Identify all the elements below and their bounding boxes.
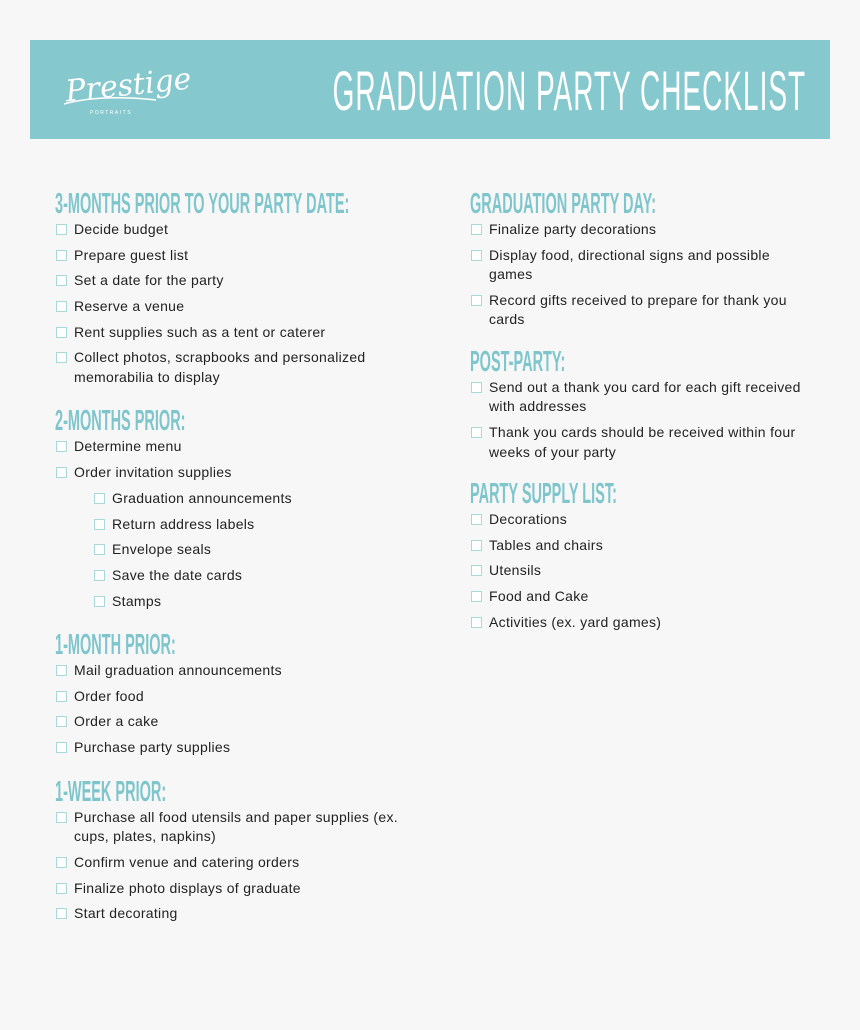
section-heading bbox=[470, 478, 810, 510]
checklist-item-label: Reserve a venue bbox=[74, 298, 185, 315]
checklist-item bbox=[55, 712, 435, 732]
checklist-item-label: Thank you cards should be received within four weeks of your party bbox=[489, 424, 796, 460]
checklist-item-label: Set a date for the party bbox=[74, 272, 224, 289]
section-heading bbox=[55, 405, 435, 437]
section-heading bbox=[55, 776, 435, 808]
checkbox[interactable] bbox=[56, 327, 67, 338]
checklist-item-label: Purchase all food utensils and paper supplies (ex. cups, plates, napkins) bbox=[74, 808, 398, 845]
checklist-item bbox=[470, 587, 810, 607]
checklist-item-label: Utensils bbox=[489, 562, 542, 579]
checkbox[interactable] bbox=[471, 514, 482, 525]
checkbox[interactable] bbox=[471, 250, 482, 261]
checkbox[interactable] bbox=[471, 295, 482, 306]
checkbox[interactable] bbox=[56, 857, 67, 868]
checklist bbox=[55, 220, 435, 387]
prestige-logo bbox=[60, 54, 194, 126]
checkbox[interactable] bbox=[94, 544, 105, 555]
section-heading-text: POST-PARTY: bbox=[470, 345, 566, 378]
checklist bbox=[55, 661, 435, 758]
checklist-item bbox=[55, 437, 435, 457]
checklist-item bbox=[470, 423, 810, 462]
checklist-item bbox=[55, 879, 435, 899]
checkbox[interactable] bbox=[94, 519, 105, 530]
checkbox[interactable] bbox=[94, 596, 105, 607]
checkbox[interactable] bbox=[471, 591, 482, 602]
checklist-item bbox=[55, 738, 435, 758]
checklist bbox=[470, 220, 810, 330]
checklist-item-label: Envelope seals bbox=[112, 541, 212, 558]
checkbox[interactable] bbox=[56, 908, 67, 919]
checkbox[interactable] bbox=[56, 441, 67, 452]
checklist bbox=[55, 437, 435, 611]
checkbox[interactable] bbox=[56, 275, 67, 286]
section-heading-text: PARTY SUPPLY LIST: bbox=[470, 478, 617, 511]
checklist-item bbox=[93, 540, 435, 560]
checklist-item bbox=[55, 904, 435, 924]
checklist-item-label: Start decorating bbox=[74, 905, 178, 922]
checklist-item-label: Finalize photo displays of graduate bbox=[74, 879, 301, 896]
section-heading-text: GRADUATION PARTY DAY: bbox=[470, 188, 657, 220]
checklist-item-label: Rent supplies such as a tent or caterer bbox=[74, 323, 326, 340]
checklist-item-label: Collect photos, scrapbooks and personalized memorabilia to display bbox=[74, 349, 366, 385]
checklist-item bbox=[55, 853, 435, 873]
checklist-item-label: Finalize party decorations bbox=[489, 221, 657, 237]
checklist-item-label: Order invitation supplies bbox=[74, 464, 232, 481]
svg-text:PORTRAITS: PORTRAITS bbox=[90, 110, 133, 116]
checklist-item-label: Order food bbox=[74, 687, 144, 704]
checklist-item-label: Determine menu bbox=[74, 438, 182, 455]
checklist-item-label: Send out a thank you card for each gift received with addresses bbox=[489, 378, 801, 415]
section-heading bbox=[55, 188, 435, 220]
section-heading-text: 2-MONTHS PRIOR: bbox=[55, 405, 186, 438]
checkbox[interactable] bbox=[56, 352, 67, 363]
checklist-item-label: Confirm venue and catering orders bbox=[74, 853, 300, 870]
checklist-item bbox=[93, 489, 435, 509]
section-2-months-prior bbox=[55, 405, 435, 611]
checklist-item bbox=[55, 687, 435, 707]
checklist-item-label: Order a cake bbox=[74, 713, 159, 730]
checklist-item bbox=[55, 323, 435, 343]
checkbox[interactable] bbox=[56, 224, 67, 235]
checklist-item bbox=[55, 661, 435, 681]
checkbox[interactable] bbox=[471, 617, 482, 628]
checklist-item-label: Prepare guest list bbox=[74, 246, 189, 263]
checklist-item-label: Decorations bbox=[489, 511, 568, 528]
checkbox[interactable] bbox=[56, 716, 67, 727]
section-heading bbox=[55, 629, 435, 661]
checklist-item bbox=[470, 536, 810, 556]
checkbox[interactable] bbox=[56, 301, 67, 312]
checklist-item-label: Display food, directional signs and possible games bbox=[489, 246, 770, 283]
checkbox[interactable] bbox=[471, 382, 482, 393]
section-heading-text: 1-MONTH PRIOR: bbox=[55, 629, 176, 662]
section-3-months-prior-to-your-party-date bbox=[55, 188, 435, 387]
section-post-party bbox=[470, 346, 810, 462]
checkbox[interactable] bbox=[56, 691, 67, 702]
checklist-item bbox=[470, 291, 810, 330]
checklist bbox=[55, 808, 435, 924]
checklist-item bbox=[470, 378, 810, 417]
checkbox[interactable] bbox=[471, 427, 482, 438]
checkbox[interactable] bbox=[56, 250, 67, 261]
section-1-week-prior bbox=[55, 776, 435, 924]
checklist-item bbox=[93, 515, 435, 535]
checkbox[interactable] bbox=[471, 565, 482, 576]
checklist-item-label: Record gifts received to prepare for thank you cards bbox=[489, 291, 787, 328]
section-heading-text: 3-MONTHS PRIOR TO YOUR PARTY DATE: bbox=[55, 188, 350, 220]
checklist-item bbox=[470, 613, 810, 633]
checklist-item bbox=[93, 592, 435, 612]
checklist-item bbox=[55, 348, 435, 387]
section-graduation-party-day bbox=[470, 188, 810, 330]
checklist-item-label: Save the date cards bbox=[112, 566, 243, 583]
checkbox[interactable] bbox=[94, 570, 105, 581]
checklist-item bbox=[470, 510, 810, 530]
checklist-item bbox=[55, 808, 435, 847]
checklist-item bbox=[55, 271, 435, 291]
section-heading bbox=[470, 346, 810, 378]
header-banner bbox=[30, 40, 830, 139]
checklist-item-label: Graduation announcements bbox=[112, 489, 292, 506]
section-heading bbox=[470, 188, 810, 220]
page-title: GRADUATION PARTY CHECKLIST bbox=[332, 59, 806, 122]
checkbox[interactable] bbox=[56, 883, 67, 894]
checkbox[interactable] bbox=[56, 665, 67, 676]
checklist-item-label: Return address labels bbox=[112, 515, 255, 532]
svg-text:Prestige: Prestige bbox=[63, 61, 194, 110]
checklist-item bbox=[55, 220, 435, 240]
checklist-item-label: Mail graduation announcements bbox=[74, 662, 282, 679]
checkbox[interactable] bbox=[56, 467, 67, 478]
section-party-supply-list bbox=[470, 478, 810, 632]
checklist-item-label: Purchase party supplies bbox=[74, 739, 231, 756]
checklist bbox=[470, 378, 810, 462]
checklist bbox=[470, 510, 810, 632]
checklist-item-label: Tables and chairs bbox=[489, 536, 604, 553]
checklist-item bbox=[55, 246, 435, 266]
checkbox[interactable] bbox=[471, 540, 482, 551]
section-1-month-prior bbox=[55, 629, 435, 758]
checklist-item bbox=[93, 566, 435, 586]
checkbox[interactable] bbox=[471, 224, 482, 235]
checklist-item bbox=[55, 297, 435, 317]
checkbox[interactable] bbox=[56, 812, 67, 823]
checklist-item-label: Activities (ex. yard games) bbox=[489, 613, 662, 630]
checklist-item bbox=[55, 463, 435, 483]
checkbox[interactable] bbox=[94, 493, 105, 504]
right-column bbox=[470, 188, 810, 648]
checklist-item bbox=[470, 246, 810, 285]
checklist-item-label: Stamps bbox=[112, 592, 162, 609]
checkbox[interactable] bbox=[56, 742, 67, 753]
left-column bbox=[55, 188, 435, 942]
checklist-item bbox=[470, 220, 810, 240]
section-heading-text: 1-WEEK PRIOR: bbox=[55, 775, 167, 808]
checklist-item-label: Decide budget bbox=[74, 221, 169, 237]
checklist-item-label: Food and Cake bbox=[489, 588, 589, 605]
checklist-item bbox=[470, 561, 810, 581]
